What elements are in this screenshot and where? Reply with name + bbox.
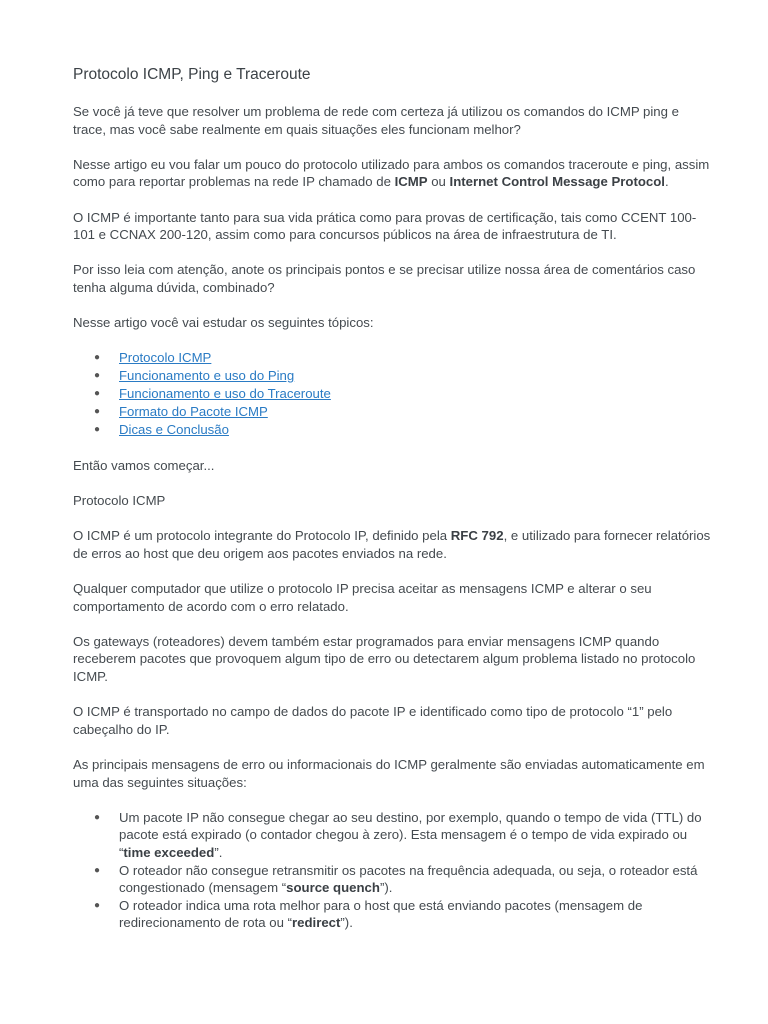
icmp-p1-end: , e utilizado para fornecer relatórios de erros ao host que deu origem aos pacotes enviados na rede. — [73, 528, 711, 561]
situation-end: ”). — [379, 880, 393, 896]
intro-p2-mid: ou — [427, 174, 450, 190]
icmp-paragraph-4: O ICMP é transportado no campo de dados do pacote IP e identificado como tipo de protocolo “1” pelo cabeçalho do IP. — [73, 704, 673, 737]
bullet-icon: ● — [94, 864, 101, 876]
situations-list — [73, 809, 713, 932]
source-quench-bold: source quench — [286, 880, 380, 896]
situation-end: ”. — [214, 844, 223, 860]
icmp-p1-text: O ICMP é um protocolo integrante do Protocolo IP, definido pela — [73, 528, 451, 544]
redirect-bold: redirect — [292, 915, 341, 931]
intro-p2-text: Nesse artigo eu vou falar um pouco do protocolo utilizado para ambos os comandos traceroute e ping, assim como para reportar problemas na rede IP chamado de — [73, 156, 710, 190]
intro-paragraph-1: Se você já teve que resolver um problema de rede com certeza já utilizou os comandos do ICMP ping e trace, mas você sabe realmente em quais situações eles funcionam melhor? — [73, 104, 679, 137]
bullet-icon: ● — [94, 424, 101, 436]
icmp-paragraph-1 — [73, 527, 713, 562]
table-of-contents — [73, 349, 713, 439]
rfc-792-bold: RFC 792 — [450, 528, 504, 544]
page-title: Protocolo ICMP, Ping e Traceroute — [73, 66, 311, 83]
icmp-paragraph-3: Os gateways (roteadores) devem também estar programados para enviar mensagens ICMP quando receberem pacotes que provoquem algum tipo de erro ou detectarem algum problema listado no protocolo ICMP. — [73, 633, 696, 685]
icmp-paragraph-2: Qualquer computador que utilize o protocolo IP precisa aceitar as mensagens ICMP e alterar o seu comportamento de acordo com o erro relatado. — [73, 581, 652, 614]
toc-link-traceroute[interactable]: Funcionamento e uso do Traceroute — [119, 386, 331, 402]
internet-control-message-protocol-bold: Internet Control Message Protocol — [449, 174, 665, 190]
document-page — [73, 64, 713, 950]
bullet-icon: ● — [94, 811, 101, 823]
list-item — [73, 862, 713, 897]
intro-paragraph-2 — [73, 156, 713, 191]
intro-paragraph-4: Por isso leia com atenção, anote os principais pontos e se precisar utilize nossa área de comentários caso tenha alguma dúvida, combinado? — [73, 262, 696, 295]
time-exceeded-bold: time exceeded — [123, 844, 215, 860]
situation-text: O roteador indica uma rota melhor para o host que está enviando pacotes (mensagem de redirecionamento de rota ou “ — [119, 897, 643, 931]
toc-link-dicas-conclusao[interactable]: Dicas e Conclusão — [119, 422, 229, 438]
toc-link-protocolo-icmp[interactable]: Protocolo ICMP — [119, 350, 212, 366]
intro-p2-end: . — [664, 174, 669, 190]
toc-item — [73, 403, 713, 421]
list-item — [73, 897, 713, 932]
toc-link-ping[interactable]: Funcionamento e uso do Ping — [119, 368, 295, 384]
section-heading: Protocolo ICMP — [73, 493, 166, 509]
bullet-icon: ● — [94, 406, 101, 418]
icmp-paragraph-5: As principais mensagens de erro ou informacionais do ICMP geralmente são enviadas automaticamente em uma das seguintes situações: — [73, 757, 705, 790]
situation-text: O roteador não consegue retransmitir os pacotes na frequência adequada, ou seja, o roteador está congestionado (mensagem “ — [119, 862, 698, 896]
start-text: Então vamos começar... — [73, 457, 215, 473]
icmp-bold: ICMP — [394, 174, 428, 190]
bullet-icon: ● — [94, 899, 101, 911]
list-item — [73, 809, 713, 862]
situation-end: ”). — [340, 915, 353, 931]
toc-item — [73, 385, 713, 403]
topics-intro: Nesse artigo você vai estudar os seguintes tópicos: — [73, 315, 374, 331]
bullet-icon: ● — [94, 388, 101, 400]
intro-paragraph-3: O ICMP é importante tanto para sua vida prática como para provas de certificação, tais como CCENT 100-101 e CCNAX 200-120, assim como para concursos públicos na área de infraestrutura de TI. — [73, 209, 697, 243]
bullet-icon: ● — [94, 352, 101, 364]
bullet-icon: ● — [94, 370, 101, 382]
toc-link-formato-pacote[interactable]: Formato do Pacote ICMP — [119, 404, 268, 420]
toc-item — [73, 421, 713, 439]
toc-item — [73, 367, 713, 385]
situation-text: Um pacote IP não consegue chegar ao seu destino, por exemplo, quando o tempo de vida (TTL) do pacote está expirado (o contador chegou à zero). Esta mensagem é o tempo de vida expirado ou “ — [119, 809, 702, 860]
toc-item — [73, 349, 713, 367]
